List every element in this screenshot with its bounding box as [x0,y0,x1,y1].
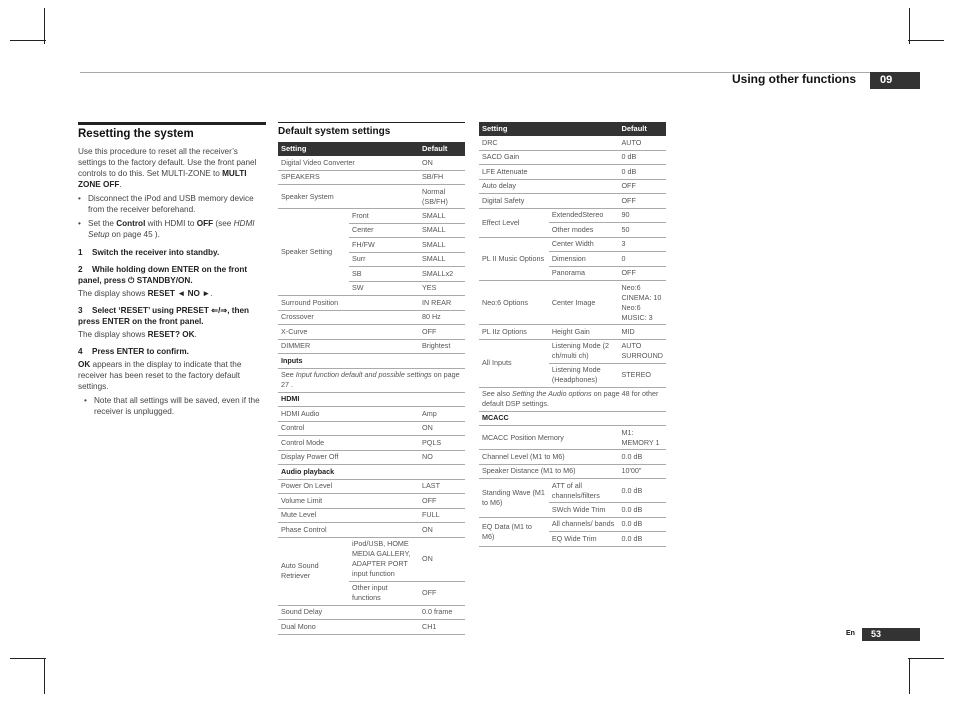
table-cell: Speaker Distance (M1 to M6) [479,464,618,479]
language-label: En [846,630,855,637]
table-cell: 0 dB [618,150,666,165]
section-label: HDMI [278,392,465,407]
group-label: PL IIz Options [479,325,549,340]
table-cell: Power On Level [278,479,419,494]
table-cell: OFF [618,179,666,194]
table-cell: MCACC Position Memory [479,426,618,450]
step-2-note: The display shows RESET ◄ NO ►. [78,289,213,298]
list-item: • Disconnect the iPod and USB memory device from the receiver beforehand. [78,193,266,215]
table-row [278,368,465,392]
crop-mark [44,8,45,44]
table-header-row [479,122,666,136]
table-cell: Panorama [549,266,619,281]
table-cell: ON [419,537,465,581]
table-row [278,392,465,407]
table-cell: Center Width [549,237,619,252]
crop-mark [909,658,910,694]
table-cell: Listening Mode (2 ch/multi ch) [549,339,619,363]
table-row [479,479,666,503]
table-cell: 0.0 dB [618,517,666,532]
column-header: Setting [278,142,419,156]
table-cell: CH1 [419,620,465,635]
table-cell: SMALL [419,223,465,238]
group-label: Standing Wave (M1 to M6) [479,479,549,518]
column-header: Setting [479,122,618,136]
table-cell: X-Curve [278,325,419,340]
table-row [479,208,666,223]
table-cell: DIMMER [278,339,419,354]
table-cell: LAST [419,479,465,494]
group-label: EQ Data (M1 to M6) [479,517,549,546]
table-row [278,407,465,422]
group-label: Neo:6 Options [479,281,549,325]
table-note: See also Setting the Audio options on page 48 for other default DSP settings. [479,387,666,411]
step-4: 4 Press ENTER to confirm. [78,347,189,356]
table-cell: Other modes [549,223,619,238]
step-4-bullets [84,395,266,417]
table-row [278,325,465,340]
table-cell: Channel Level (M1 to M6) [479,450,618,465]
table-cell: AUTO SURROUND [618,339,666,363]
table-cell: Normal (SB/FH) [419,185,465,209]
table-cell: Speaker System [278,185,419,209]
table-cell: OFF [419,325,465,340]
step-3-note: The display shows RESET? OK. [78,330,197,339]
section-rule [78,122,266,125]
table-cell: OFF [618,194,666,209]
table-row [479,411,666,426]
table-cell: Auto delay [479,179,618,194]
table-cell: SPEAKERS [278,170,419,185]
table-row [479,150,666,165]
table-cell: iPod/USB, HOME MEDIA GALLERY, ADAPTER PORT input function [349,537,419,581]
table-cell: Display Power Off [278,450,419,465]
section-label: Audio playback [278,465,465,480]
section-label: MCACC [479,411,666,426]
table-cell: SACD Gain [479,150,618,165]
table-row [278,296,465,311]
section-label: Inputs [278,354,465,369]
table-cell: 10'00" [618,464,666,479]
group-label: Auto Sound Retriever [278,537,349,605]
table-cell: Neo:6 CINEMA: 10 Neo:6 MUSIC: 3 [618,281,666,325]
column-header: Default [419,142,465,156]
section-rule [278,122,465,123]
defaults-table-body [278,156,465,634]
column-header: Default [618,122,666,136]
table-row [278,156,465,170]
table-cell: Sound Delay [278,605,419,620]
table-cell: HDMI Audio [278,407,419,422]
table-cell: 0.0 dB [618,450,666,465]
table-row [278,354,465,369]
table-cell: ON [419,523,465,538]
step-4-note: OK appears in the display to indicate that the receiver has been reset to the factory default settings. [78,360,242,391]
reset-heading: Resetting the system [78,128,194,140]
table-cell: SMALL [419,209,465,224]
table-cell: OFF [618,266,666,281]
table-row [278,185,465,209]
table-row [479,165,666,180]
default-settings-section-2 [479,122,666,547]
group-label: Speaker Setting [278,209,349,296]
table-cell: Dual Mono [278,620,419,635]
table-row [278,479,465,494]
table-cell: 0.0 dB [618,503,666,518]
table-cell: 3 [618,237,666,252]
table-cell: FULL [419,508,465,523]
table-row [479,325,666,340]
table-row [479,136,666,150]
reset-bullets [78,193,266,240]
table-cell: 0 dB [618,165,666,180]
reset-intro: Use this procedure to reset all the receiver’s settings to the factory default. Use the front panel controls to do this. Set MULTI-ZONE to MULTI ZONE OFF. [78,147,257,189]
table-cell: SB [349,267,419,282]
step-3: 3 Select ‘RESET’ using PRESET ⇐/⇒, then press ENTER on the front panel. [78,306,250,326]
table-cell: ON [419,156,465,170]
table-cell: 0.0 dB [618,479,666,503]
table-cell: Control [278,421,419,436]
crop-mark [10,40,46,41]
table-cell: PQLS [419,436,465,451]
table-cell: All channels/ bands [549,517,619,532]
table-row [479,464,666,479]
table-cell: Volume Limit [278,494,419,509]
crop-mark [44,658,45,694]
group-label: All Inputs [479,339,549,387]
table-cell: YES [419,281,465,296]
table-cell: SMALL [419,252,465,267]
table-row [479,179,666,194]
defaults-table [278,142,465,635]
table-row [278,523,465,538]
step-2: 2 While holding down ENTER on the front panel, press ⏻ STANDBY/ON. [78,265,248,285]
list-item: • Note that all settings will be saved, even if the receiver is unplugged. [84,395,266,417]
step-1: 1 Switch the receiver into standby. [78,248,220,257]
table-note: See Input function default and possible settings on page 27 . [278,368,465,392]
defaults-table-body [479,136,666,546]
reset-section [78,122,266,424]
table-cell: Center [349,223,419,238]
table-row [479,426,666,450]
table-header-row [278,142,465,156]
table-cell: EQ Wide Trim [549,532,619,547]
table-cell: STEREO [618,363,666,387]
crop-mark [10,658,46,659]
table-row [278,465,465,480]
table-cell: Mute Level [278,508,419,523]
table-cell: AUTO [618,136,666,150]
list-item: • Set the Control with HDMI to OFF (see HDMI Setup on page 45 ). [78,218,266,240]
group-label: Effect Level [479,208,549,237]
table-row [479,339,666,363]
table-cell: LFE Attenuate [479,165,618,180]
table-row [479,450,666,465]
table-row [479,194,666,209]
table-cell: Surr [349,252,419,267]
table-cell: OFF [419,494,465,509]
table-cell: ExtendedStereo [549,208,619,223]
table-cell: Height Gain [549,325,619,340]
table-cell: Surround Position [278,296,419,311]
group-label: PL II Music Options [479,237,549,281]
table-cell: 0.0 frame [419,605,465,620]
table-cell: Center Image [549,281,619,325]
table-cell: 0 [618,252,666,267]
table-row [278,436,465,451]
table-cell: 50 [618,223,666,238]
table-cell: Brightest [419,339,465,354]
table-row [278,620,465,635]
defaults-table-2 [479,122,666,547]
table-cell: Amp [419,407,465,422]
table-row [278,450,465,465]
table-row [278,537,465,581]
table-row [278,605,465,620]
table-cell: SMALL [419,238,465,253]
crop-mark [908,40,944,41]
table-row [278,310,465,325]
table-cell: SB/FH [419,170,465,185]
table-cell: Listening Mode (Headphones) [549,363,619,387]
chapter-number: 09 [870,72,920,89]
table-row [479,237,666,252]
table-cell: OFF [419,581,465,605]
crop-mark [908,658,944,659]
table-cell: DRC [479,136,618,150]
table-cell: ATT of all channels/filters [549,479,619,503]
table-cell: MID [618,325,666,340]
table-row [278,508,465,523]
crop-mark [909,8,910,44]
table-cell: Control Mode [278,436,419,451]
table-cell: Other input functions [349,581,419,605]
chapter-title: Using other functions [732,72,856,86]
table-cell: Front [349,209,419,224]
table-row [278,170,465,185]
table-cell: M1: MEMORY 1 [618,426,666,450]
table-row [278,494,465,509]
table-cell: Dimension [549,252,619,267]
table-cell: 90 [618,208,666,223]
table-cell: FH/FW [349,238,419,253]
table-cell: NO [419,450,465,465]
table-row [278,339,465,354]
table-cell: SW [349,281,419,296]
table-cell: Crossover [278,310,419,325]
page-number: 53 [862,628,920,641]
table-row [278,209,465,224]
table-cell: IN REAR [419,296,465,311]
default-settings-section [278,122,465,635]
table-cell: Digital Video Converter [278,156,419,170]
table-row [479,281,666,325]
table-cell: ON [419,421,465,436]
table-cell: SMALLx2 [419,267,465,282]
table-cell: Digital Safety [479,194,618,209]
table-row [278,421,465,436]
table-row [479,517,666,532]
defaults-heading: Default system settings [278,126,391,137]
table-cell: 0.0 dB [618,532,666,547]
table-cell: SWch Wide Trim [549,503,619,518]
table-cell: 80 Hz [419,310,465,325]
table-row [479,387,666,411]
table-cell: Phase Control [278,523,419,538]
